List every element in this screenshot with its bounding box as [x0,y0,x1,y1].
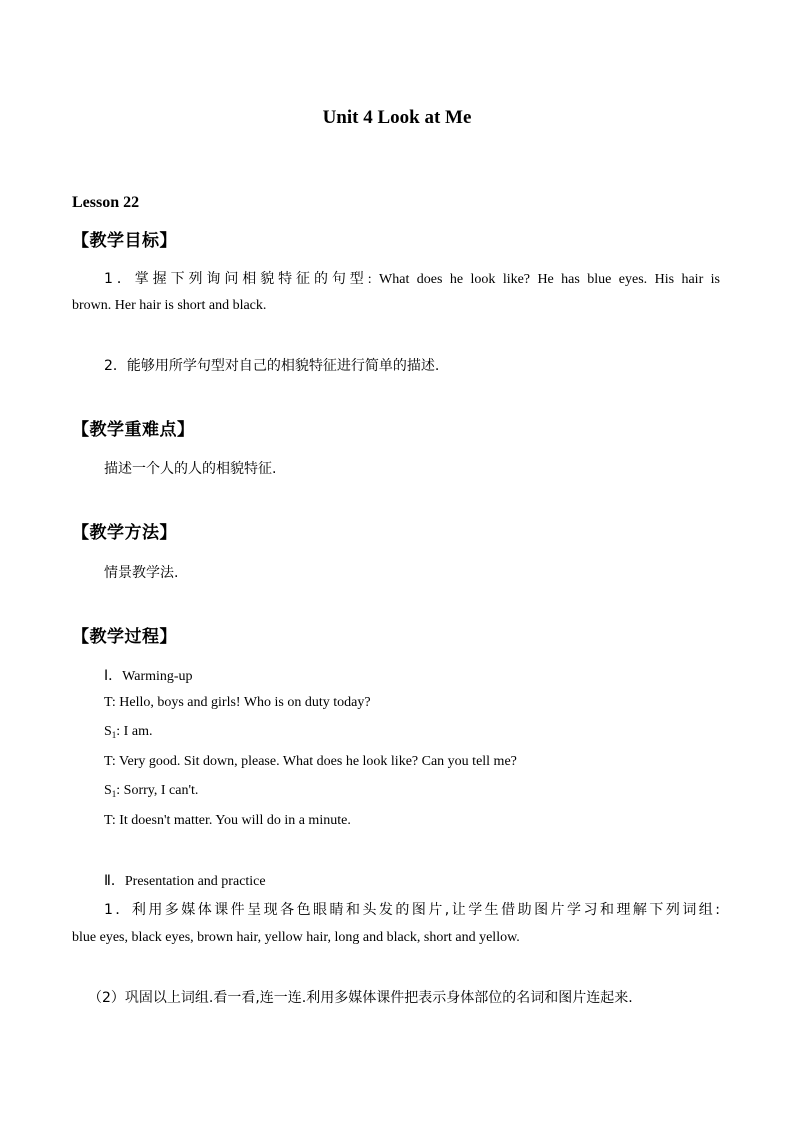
objective-1-chinese: 掌握下列询问相貌特征的句型 [134,271,368,287]
dialogue-speaker: S [104,783,112,798]
dialogue-line [104,813,351,829]
step-2-label: Ⅱ． [104,873,125,889]
key-points-heading: 【教学重难点】 [72,420,195,440]
objective-item-1 [72,268,720,288]
step-1-title [104,665,193,685]
step-2-name: Presentation and practice [124,874,266,889]
practice-item-1 [72,899,720,919]
practice-1-text: 利用多媒体课件呈现各色眼睛和头发的图片,让学生借助图片学习和理解下列词组: [131,902,720,918]
practice-1-line2: blue eyes, black eyes, brown hair, yellow hair, long and black, short and yellow. [72,930,520,945]
dialogue-text: : Very good. Sit down, please. What does he look like? Can you tell me? [111,754,517,769]
objective-1-english: : What does he look like? He has blue eyes. His hair is [367,272,720,287]
objectives-heading: 【教学目标】 [72,231,177,251]
practice-item-2: （2）巩固以上词组.看一看,连一连.利用多媒体课件把表示身体部位的名词和图片连起来. [88,990,633,1006]
dialogue-speaker: T [104,813,112,828]
process-heading: 【教学过程】 [72,627,177,647]
method-heading: 【教学方法】 [72,523,177,543]
dialogue-text: : Sorry, I can't. [116,783,199,798]
step-1-name: Warming-up [122,669,193,684]
page-title: Unit 4 Look at Me [322,107,472,128]
dialogue-speaker: S [104,724,112,739]
dialogue-line [104,754,517,770]
dialogue-line [104,724,152,740]
objective-item-2 [104,355,439,375]
dialogue-text: : Hello, boys and girls! Who is on duty today? [111,695,371,710]
dialogue-speaker-subscript: 1 [111,730,117,740]
lesson-label: Lesson 22 [72,194,140,211]
practice-1-number: 1． [104,902,132,918]
dialogue-speaker: T [104,754,112,769]
objective-2-text: 能够用所学句型对自己的相貌特征进行简单的描述. [126,358,440,374]
objective-1-line2: brown. Her hair is short and black. [72,298,267,313]
step-1-label: Ⅰ． [104,668,123,684]
objective-1-number: 1． [104,271,135,287]
dialogue-speaker: T [104,695,112,710]
dialogue-text: : It doesn't matter. You will do in a minute. [111,813,351,828]
dialogue-speaker-subscript: 1 [111,789,117,799]
objective-2-number: 2． [104,358,127,374]
step-2-title [104,870,266,890]
key-points-text: 描述一个人的人的相貌特征. [104,461,277,477]
dialogue-line [104,695,371,711]
dialogue-line [104,783,198,799]
method-text: 情景教学法. [104,565,179,581]
dialogue-text: : I am. [116,724,153,739]
